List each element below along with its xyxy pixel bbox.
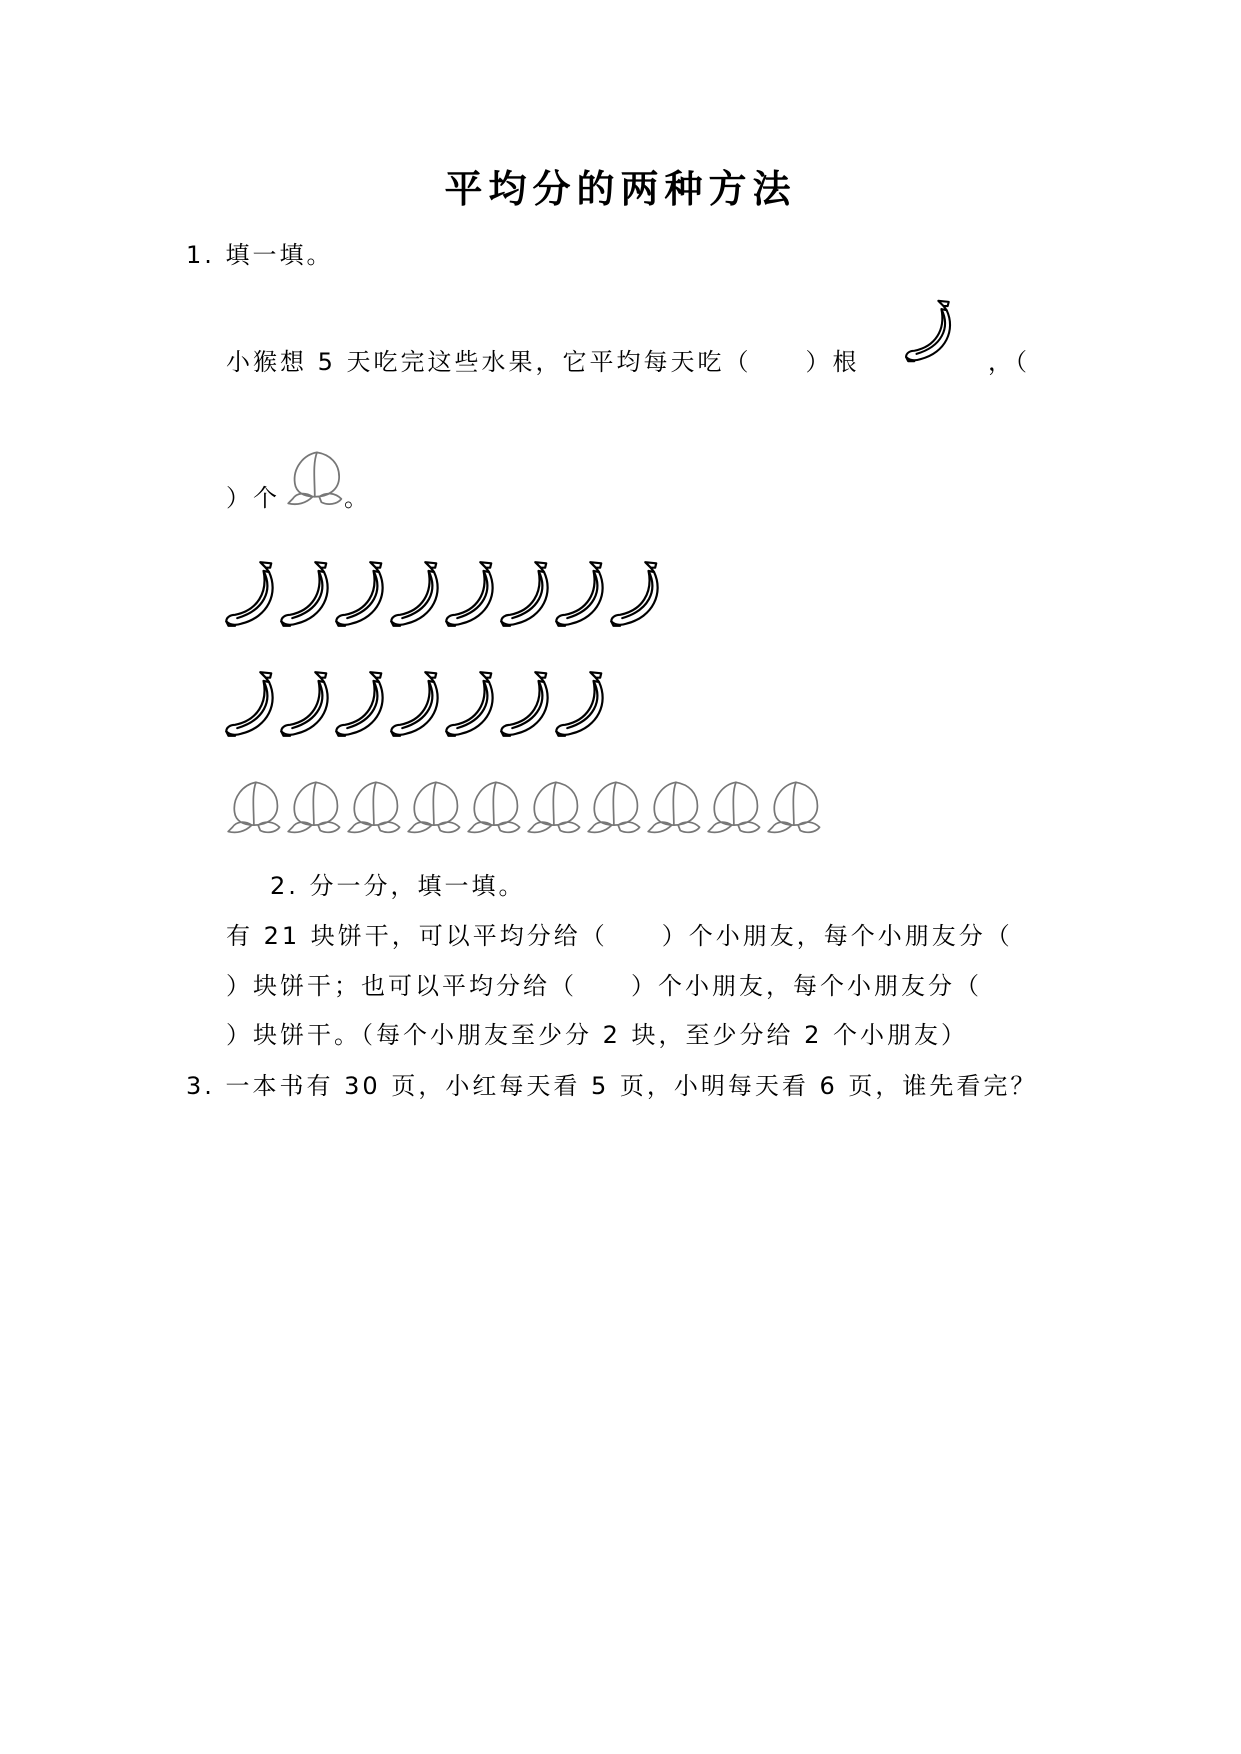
- peach-icon: [706, 778, 766, 838]
- q2-text-line1: 有 21 块饼干，可以平均分给（ ）个小朋友，每个小朋友分（: [226, 922, 1013, 950]
- banana-icon: [904, 298, 956, 364]
- banana-icon: [224, 670, 279, 738]
- peach-icon: [286, 778, 346, 838]
- peach-row: [226, 778, 826, 838]
- banana-icon: [499, 670, 554, 738]
- banana-icon: [224, 560, 279, 628]
- peach-icon: [646, 778, 706, 838]
- peach-icon: [406, 778, 466, 838]
- banana-icon: [444, 670, 499, 738]
- peach-icon: [346, 778, 406, 838]
- peach-icon: [226, 778, 286, 838]
- banana-icon: [609, 560, 664, 628]
- peach-icon: [526, 778, 586, 838]
- banana-icon: [334, 560, 389, 628]
- q1-text-line2: ）个: [226, 484, 280, 512]
- q1-text-line1: 小猴想 5 天吃完这些水果，它平均每天吃（ ）根: [226, 348, 860, 376]
- banana-row-2: [224, 670, 609, 738]
- q2-text-line2: ）块饼干；也可以平均分给（ ）个小朋友，每个小朋友分（: [226, 972, 982, 1000]
- banana-row-1: [224, 560, 664, 628]
- q2-heading: 2. 分一分，填一填。: [270, 872, 526, 900]
- peach-icon: [586, 778, 646, 838]
- banana-icon: [389, 560, 444, 628]
- peach-icon: [466, 778, 526, 838]
- q2-text-line3: ）块饼干。（每个小朋友至少分 2 块，至少分给 2 个小朋友）: [226, 1021, 969, 1049]
- banana-icon: [279, 670, 334, 738]
- q1-heading: 1. 填一填。: [186, 241, 334, 269]
- banana-icon: [554, 670, 609, 738]
- banana-icon: [554, 560, 609, 628]
- q3-text: 3. 一本书有 30 页，小红每天看 5 页，小明每天看 6 页，谁先看完？: [186, 1072, 1038, 1100]
- page-title: 平均分的两种方法: [444, 167, 797, 211]
- peach-icon: [766, 778, 826, 838]
- peach-icon: [286, 448, 348, 510]
- q1-text-line2-end: 。: [344, 484, 371, 512]
- banana-icon: [389, 670, 444, 738]
- banana-icon: [499, 560, 554, 628]
- banana-icon: [279, 560, 334, 628]
- banana-icon: [334, 670, 389, 738]
- banana-icon: [444, 560, 499, 628]
- q1-text-line1-end: ，（: [988, 348, 1030, 376]
